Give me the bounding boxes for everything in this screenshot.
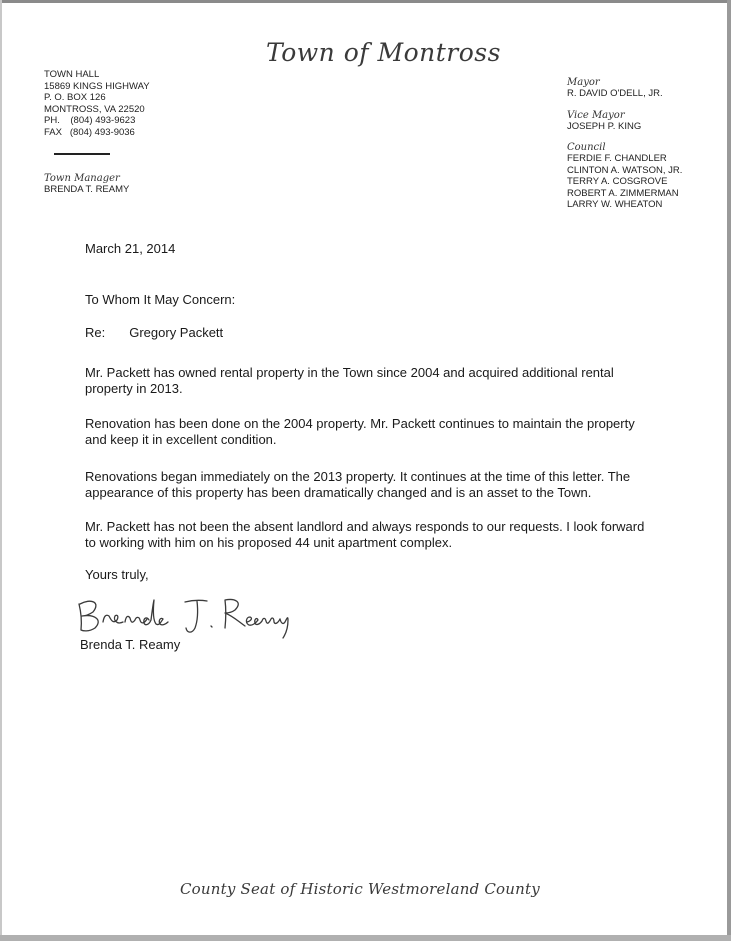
mayor-name: R. DAVID O'DELL, JR.	[567, 88, 663, 99]
re-label: Re:	[85, 325, 106, 340]
council-member: ROBERT A. ZIMMERMAN	[567, 187, 679, 199]
council-member: TERRY A. COSGROVE	[567, 176, 668, 187]
closing: Yours truly,	[85, 567, 149, 582]
town-hall-address	[44, 69, 150, 138]
town-manager-name: BRENDA T. REAMY	[44, 184, 130, 195]
footer-tagline: County Seat of Historic Westmoreland County	[180, 880, 540, 898]
vice-mayor-role: Vice Mayor	[567, 109, 625, 121]
scan-border-right	[727, 0, 731, 941]
council-role: Council	[567, 142, 606, 153]
salutation: To Whom It May Concern:	[85, 292, 236, 307]
handwritten-signature	[73, 592, 298, 640]
mayor-role: Mayor	[567, 77, 600, 88]
scan-border-bottom	[0, 935, 731, 941]
town-manager-role: Town Manager	[44, 173, 120, 184]
letterhead-title: Town of Montross	[266, 38, 501, 67]
address-line: P. O. BOX 126	[44, 92, 106, 103]
scan-border-left	[0, 0, 2, 941]
council-member: FERDIE F. CHANDLER	[567, 153, 667, 164]
officials-column	[567, 77, 682, 221]
address-divider	[54, 153, 110, 155]
body-paragraph: Renovation has been done on the 2004 property. Mr. Packett continues to maintain the property and keep it in excellent condition.	[85, 416, 635, 447]
vice-mayor-block	[567, 110, 682, 133]
address-line: 15869 KINGS HIGHWAY	[44, 80, 150, 92]
council-member: CLINTON A. WATSON, JR.	[567, 164, 683, 176]
mayor-block	[567, 77, 682, 100]
council-block	[567, 142, 682, 211]
vice-mayor-name: JOSEPH P. KING	[567, 120, 642, 132]
body-paragraph: Mr. Packett has owned rental property in the Town since 2004 and acquired additional rental property in 2013.	[85, 365, 614, 396]
council-member: LARRY W. WHEATON	[567, 199, 663, 210]
fax-line: FAX (804) 493-9036	[44, 126, 135, 138]
town-manager-block	[44, 173, 129, 196]
address-line: TOWN HALL	[44, 69, 100, 80]
signer-name: Brenda T. Reamy	[80, 637, 181, 652]
address-line: MONTROSS, VA 22520	[44, 103, 145, 115]
letter-date: March 21, 2014	[85, 241, 176, 256]
subject-line	[85, 325, 223, 341]
body-paragraph: Mr. Packett has not been the absent landlord and always responds to our requests. I look forward to working with him on his proposed 44 unit apartment complex.	[85, 519, 645, 550]
body-paragraph: Renovations began immediately on the 2013 property. It continues at the time of this letter. The appearance of this property has been dramatically changed and is an asset to the Town.	[85, 469, 631, 500]
phone-line: PH. (804) 493-9623	[44, 115, 136, 126]
scan-border-top	[0, 0, 731, 3]
re-subject: Gregory Packett	[129, 325, 224, 340]
